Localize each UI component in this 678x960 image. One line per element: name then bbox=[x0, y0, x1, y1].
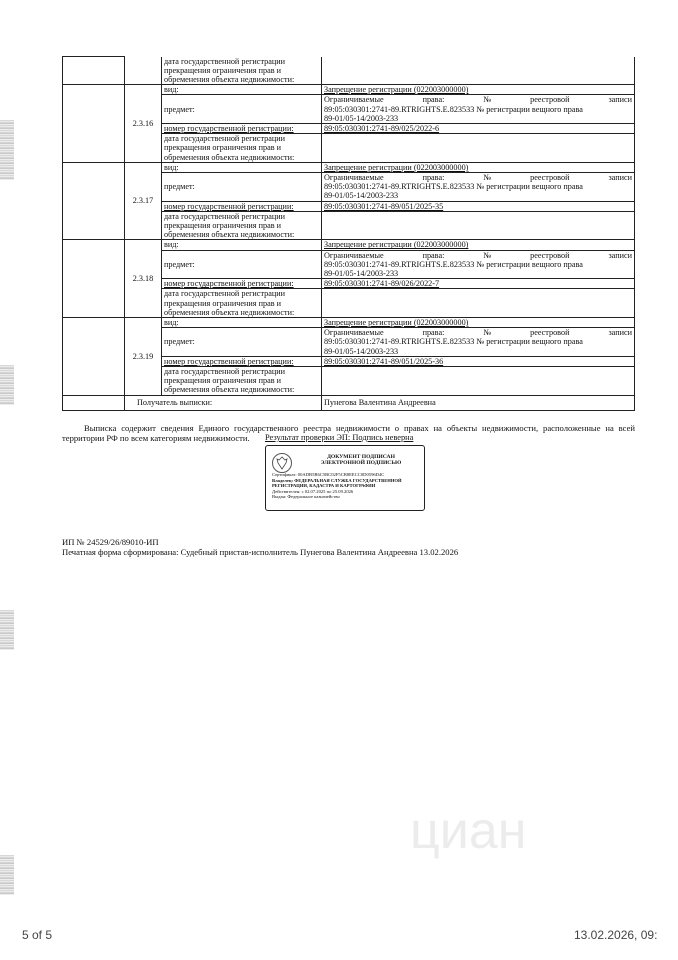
print-timestamp: 13.02.2026, 09: bbox=[574, 928, 658, 942]
signature-check-result: Результат проверки ЭП: Подпись неверна bbox=[265, 433, 414, 442]
e-signature-stamp bbox=[265, 445, 425, 511]
subject-label: предмет: bbox=[162, 328, 322, 357]
register-table bbox=[62, 56, 635, 411]
top-date-label-1: дата государственной регистрации bbox=[164, 56, 285, 66]
registration-number-label: номер государственной регистрации: bbox=[162, 201, 322, 211]
stamp-owner-2: РЕГИСТРАЦИИ, КАДАСТРА И КАРТОГРАФИИ bbox=[272, 483, 376, 489]
subject-value: Ограничиваемые права: № реестровой записи 89:05:030301:2741-89.RTRIGHTS.E.823533 № регистрации вещного права 89-01/05-14/2003-233 bbox=[322, 95, 635, 124]
kind-label: вид: bbox=[162, 162, 322, 172]
enforcement-info bbox=[62, 537, 458, 558]
registration-number: 89:05:030301:2741-89/025/2022-6 bbox=[322, 123, 635, 133]
recipient-name: Пунегова Валентина Андреевна bbox=[322, 395, 635, 410]
entry-number: 2.3.16 bbox=[125, 85, 162, 163]
table-row bbox=[63, 85, 635, 95]
registration-number-label: номер государственной регистрации: bbox=[162, 123, 322, 133]
page-counter: 5 of 5 bbox=[22, 928, 53, 942]
subject-value: Ограничиваемые права: № реестровой записи 89:05:030301:2741-89.RTRIGHTS.E.823533 № регистрации вещного права 89-01/05-14/2003-233 bbox=[322, 250, 635, 279]
entry-number: 2.3.18 bbox=[125, 240, 162, 318]
termination-date-label: дата государственной регистрации прекращения ограничения прав и обременения объекта недвижимости: bbox=[162, 134, 322, 163]
stamp-title-2: ЭЛЕКТРОННОЙ ПОДПИСЬЮ bbox=[320, 460, 402, 467]
subject-label: предмет: bbox=[162, 172, 322, 201]
entry-number: 2.3.17 bbox=[125, 162, 162, 240]
top-date-label-2: прекращения ограничения прав и bbox=[164, 65, 282, 75]
kind-value: Запрещение регистрации (022003000000) bbox=[322, 240, 635, 250]
kind-value: Запрещение регистрации (022003000000) bbox=[322, 162, 635, 172]
subject-value: Ограничиваемые права: № реестровой записи 89:05:030301:2741-89.RTRIGHTS.E.823533 № регистрации вещного права 89-01/05-14/2003-233 bbox=[322, 328, 635, 357]
subject-label: предмет: bbox=[162, 250, 322, 279]
watermark-text: циан bbox=[410, 802, 527, 860]
termination-date-label: дата государственной регистрации прекращения ограничения прав и обременения объекта недвижимости: bbox=[162, 289, 322, 318]
kind-value: Запрещение регистрации (022003000000) bbox=[322, 85, 635, 95]
table-row bbox=[63, 57, 635, 85]
stamp-owner-1: Владелец: ФЕДЕРАЛЬНАЯ СЛУЖБА ГОСУДАРСТВЕННОЙ bbox=[272, 477, 402, 483]
registration-number-label: номер государственной регистрации: bbox=[162, 279, 322, 289]
recipient-label: Получатель выписки: bbox=[125, 395, 322, 410]
termination-date-label: дата государственной регистрации прекращения ограничения прав и обременения объекта недвижимости: bbox=[162, 367, 322, 396]
registration-number-label: номер государственной регистрации: bbox=[162, 356, 322, 366]
termination-date-value bbox=[322, 134, 635, 163]
subject-value: Ограничиваемые права: № реестровой записи 89:05:030301:2741-89.RTRIGHTS.E.823533 № регистрации вещного права 89-01/05-14/2003-233 bbox=[322, 172, 635, 201]
entry-number: 2.3.19 bbox=[125, 317, 162, 395]
termination-date-value bbox=[322, 289, 635, 318]
ip-number: ИП № 24529/26/89010-ИП bbox=[62, 537, 159, 547]
printed-by: Печатная форма сформирована: Судебный пристав-исполнитель Пунегова Валентина Андреевна 13.02.2026 bbox=[62, 547, 459, 558]
kind-value: Запрещение регистрации (022003000000) bbox=[322, 317, 635, 327]
stamp-certificate: Сертификат: 00ADB5B6C5BC02F5CB8EECC0D0596D4C bbox=[272, 472, 385, 477]
scan-edge-bottom bbox=[0, 855, 14, 895]
top-date-label-3: обременения объекта недвижимости: bbox=[164, 74, 295, 84]
table-row bbox=[63, 317, 635, 327]
table-row bbox=[63, 240, 635, 250]
scan-edge-mid bbox=[0, 365, 14, 405]
stamp-validity: Действителен: с 02.07.2025 по 25.09.2026 bbox=[272, 488, 354, 494]
cian-watermark bbox=[400, 800, 610, 860]
extract-note: Выписка содержит сведения Единого государственного реестра недвижимости о правах на объекты недвижимости, расположенные на всей территории РФ по всем категориям недвижимости. bbox=[62, 423, 635, 443]
termination-date-label: дата государственной регистрации прекращения ограничения прав и обременения объекта недвижимости: bbox=[162, 211, 322, 240]
termination-date-value bbox=[322, 211, 635, 240]
scan-edge-low bbox=[0, 610, 14, 650]
subject-label: предмет: bbox=[162, 95, 322, 124]
registration-number: 89:05:030301:2741-89/026/2022-7 bbox=[322, 279, 635, 289]
stamp-title-1: ДОКУМЕНТ ПОДПИСАН bbox=[327, 454, 395, 460]
termination-date-value bbox=[322, 367, 635, 396]
kind-label: вид: bbox=[162, 85, 322, 95]
kind-label: вид: bbox=[162, 317, 322, 327]
registration-number: 89:05:030301:2741-89/051/2025-35 bbox=[322, 201, 635, 211]
registration-number: 89:05:030301:2741-89/051/2025-36 bbox=[322, 356, 635, 366]
recipient-row bbox=[63, 395, 635, 410]
coat-of-arms-emblem bbox=[272, 453, 292, 473]
kind-label: вид: bbox=[162, 240, 322, 250]
stamp-issuer: Выдан: Федеральное казначейство bbox=[272, 494, 340, 500]
scan-edge-top bbox=[0, 120, 14, 180]
table-row bbox=[63, 162, 635, 172]
